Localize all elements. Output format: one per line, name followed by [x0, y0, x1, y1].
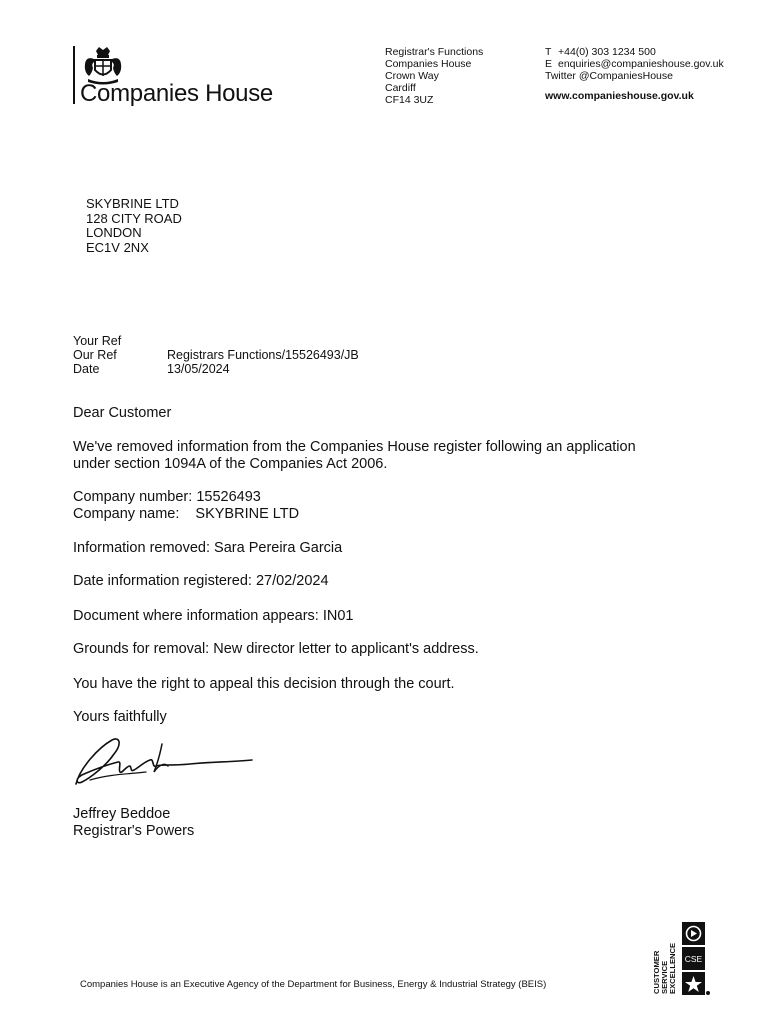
- brand-name: Companies House: [80, 80, 273, 107]
- date-registered-value: 27/02/2024: [255, 573, 329, 589]
- address-line: Registrar's Functions: [385, 46, 484, 58]
- recipient-address: [86, 197, 182, 255]
- recipient-line: SKYBRINE LTD: [86, 196, 179, 211]
- company-name-row: [73, 506, 299, 523]
- company-name-label: Company name:: [73, 506, 180, 522]
- signatory-title: Registrar's Powers: [73, 823, 195, 839]
- badge-word: SERVICE: [660, 960, 669, 994]
- signature-image: [70, 732, 260, 790]
- date-value: 13/05/2024: [167, 362, 230, 376]
- twitter-handle: @CompaniesHouse: [578, 70, 673, 82]
- recipient-line: EC1V 2NX: [86, 239, 149, 255]
- email-label: E: [545, 58, 553, 70]
- recipient-line: LONDON: [86, 225, 142, 240]
- our-ref-label: Our Ref: [73, 348, 117, 362]
- date-registered-label: Date information registered:: [73, 573, 252, 589]
- grounds-label: Grounds for removal:: [73, 641, 210, 657]
- signatory-name: Jeffrey Beddoe: [73, 806, 171, 822]
- information-removed-label: Information removed:: [73, 540, 211, 556]
- appeal-statement: You have the right to appeal this decision through the court.: [73, 676, 455, 692]
- document-row: [73, 608, 354, 625]
- address-line: Cardiff: [385, 82, 416, 94]
- footer-agency-statement: Companies House is an Executive Agency of the Department for Business, Energy & Industrial Strategy (BEIS): [80, 979, 547, 990]
- contact-block: [545, 46, 724, 102]
- grounds-value: New director letter to applicant's address.: [213, 641, 479, 657]
- phone-label: T: [545, 46, 552, 58]
- badge-word: CUSTOMER: [652, 950, 661, 994]
- email-address: enquiries@companieshouse.gov.uk: [558, 58, 724, 70]
- company-number-value: 15526493: [196, 489, 261, 505]
- sender-address: [385, 46, 483, 106]
- information-removed-value: Sara Pereira Garcia: [214, 540, 343, 556]
- date-label: Date: [73, 362, 100, 376]
- customer-service-excellence-badge: [648, 922, 712, 996]
- intro-line: We've removed information from the Companies House register following an application: [73, 439, 636, 455]
- cse-label: CSE: [684, 954, 703, 964]
- reference-block: [73, 334, 359, 376]
- document-label: Document where information appears:: [73, 608, 319, 624]
- company-number-row: [73, 489, 261, 506]
- address-line: CF14 3UZ: [385, 94, 434, 106]
- recipient-line: 128 CITY ROAD: [86, 210, 182, 226]
- information-removed-row: [73, 540, 342, 557]
- website-link: www.companieshouse.gov.uk: [545, 90, 694, 102]
- our-ref-value: Registrars Functions/15526493/JB: [167, 348, 359, 362]
- company-name-value: SKYBRINE LTD: [195, 506, 300, 522]
- intro-line: under section 1094A of the Companies Act 2006.: [73, 456, 388, 472]
- logo-rule: [73, 46, 75, 104]
- address-line: Companies House: [385, 58, 472, 70]
- company-number-label: Company number:: [73, 489, 193, 505]
- your-ref-label: Your Ref: [73, 334, 122, 348]
- document-value: IN01: [322, 608, 354, 624]
- twitter-label: Twitter: [545, 70, 576, 82]
- phone-number: +44(0) 303 1234 500: [558, 46, 656, 58]
- salutation: Dear Customer: [73, 405, 172, 421]
- address-line: Crown Way: [385, 70, 439, 82]
- badge-word: EXCELLENCE: [668, 942, 677, 994]
- date-registered-row: [73, 573, 329, 590]
- grounds-row: [73, 641, 479, 658]
- closing: Yours faithfully: [73, 709, 167, 725]
